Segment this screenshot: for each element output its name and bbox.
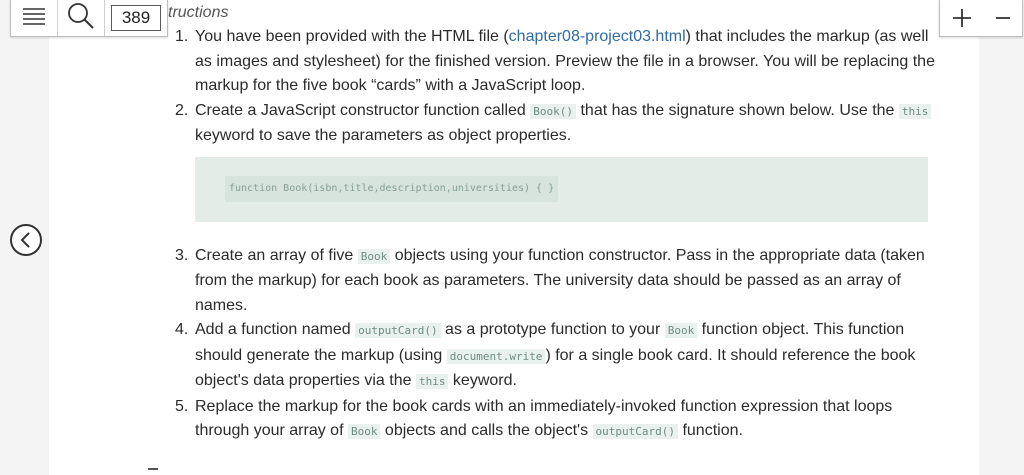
instructions-list [175, 25, 935, 445]
project-file-link[interactable]: chapter08-project03.html [508, 28, 686, 45]
step-text: Add a function named [195, 321, 356, 338]
step-number: 3. [175, 246, 189, 264]
zoom-out-button[interactable] [995, 8, 1011, 28]
inline-code: Book [665, 323, 698, 338]
step-text: ) that includes the markup (as well as images and stylesheet) for the finished version. Preview the file in a browser. You will be replacing the markup for the five book “cards” with a JavaScript loop. [195, 28, 935, 94]
step-number: 1. [175, 28, 189, 45]
step-text: function object. This function should generate the markup (using [195, 321, 905, 364]
next-section-fragment [148, 468, 158, 470]
step-text: Create a JavaScript constructor function called [195, 101, 531, 119]
step-text: You have been provided with the HTML file ( [195, 28, 509, 45]
menu-button[interactable] [11, 0, 58, 36]
viewer-toolbar [10, 0, 168, 37]
step-text: keyword. [448, 372, 517, 389]
inline-code: this [416, 374, 449, 389]
hamburger-menu-icon [23, 7, 45, 30]
step-number: 2. [175, 101, 189, 119]
previous-page-button[interactable] [10, 224, 42, 256]
search-button[interactable] [58, 0, 105, 36]
step-text: function. [678, 422, 743, 439]
zoom-controls [939, 0, 1023, 37]
chevron-left-icon [19, 232, 33, 248]
step-number: 4. [175, 321, 189, 338]
code-block [195, 157, 928, 222]
step-text: ) for a single book card. It should reference the book object's data properties via the [195, 346, 916, 389]
list-item [175, 244, 935, 319]
zoom-in-button[interactable] [952, 8, 972, 28]
step-number: 5. [175, 397, 189, 415]
step-text: as a prototype function to your [440, 321, 665, 338]
plus-icon [952, 8, 972, 28]
list-item [175, 395, 935, 445]
step-text: that has the signature shown below. Use the [576, 101, 899, 119]
step-text: objects using your function constructor. Pass in the appropriate data (taken from the markup) for each book as parameters. The university data should be passed as an array of names. [195, 246, 925, 314]
minus-icon [995, 8, 1011, 28]
code-signature: function Book(isbn,title,description,universities) { } [225, 176, 558, 203]
list-item [175, 25, 935, 99]
inline-code: this [899, 104, 932, 119]
inline-code: document.write [447, 349, 546, 364]
inline-code: Book() [530, 104, 576, 119]
list-item [175, 99, 935, 222]
inline-code: Book [358, 249, 391, 264]
step-text: objects and calls the object's [380, 422, 593, 439]
step-text: keyword to save the parameters as object properties. [195, 127, 572, 144]
step-text: Create an array of five [195, 246, 358, 264]
section-heading-fragment: tructions [168, 4, 229, 21]
inline-code: Book [348, 424, 381, 439]
page-number-input[interactable]: 389 [111, 5, 161, 31]
inline-code: outputCard() [355, 323, 440, 338]
inline-code: outputCard() [593, 424, 678, 439]
search-icon [67, 2, 95, 35]
list-item [175, 318, 935, 395]
step-text: Replace the markup for the book cards with an immediately-invoked function expression that loops through your array of [195, 397, 893, 439]
